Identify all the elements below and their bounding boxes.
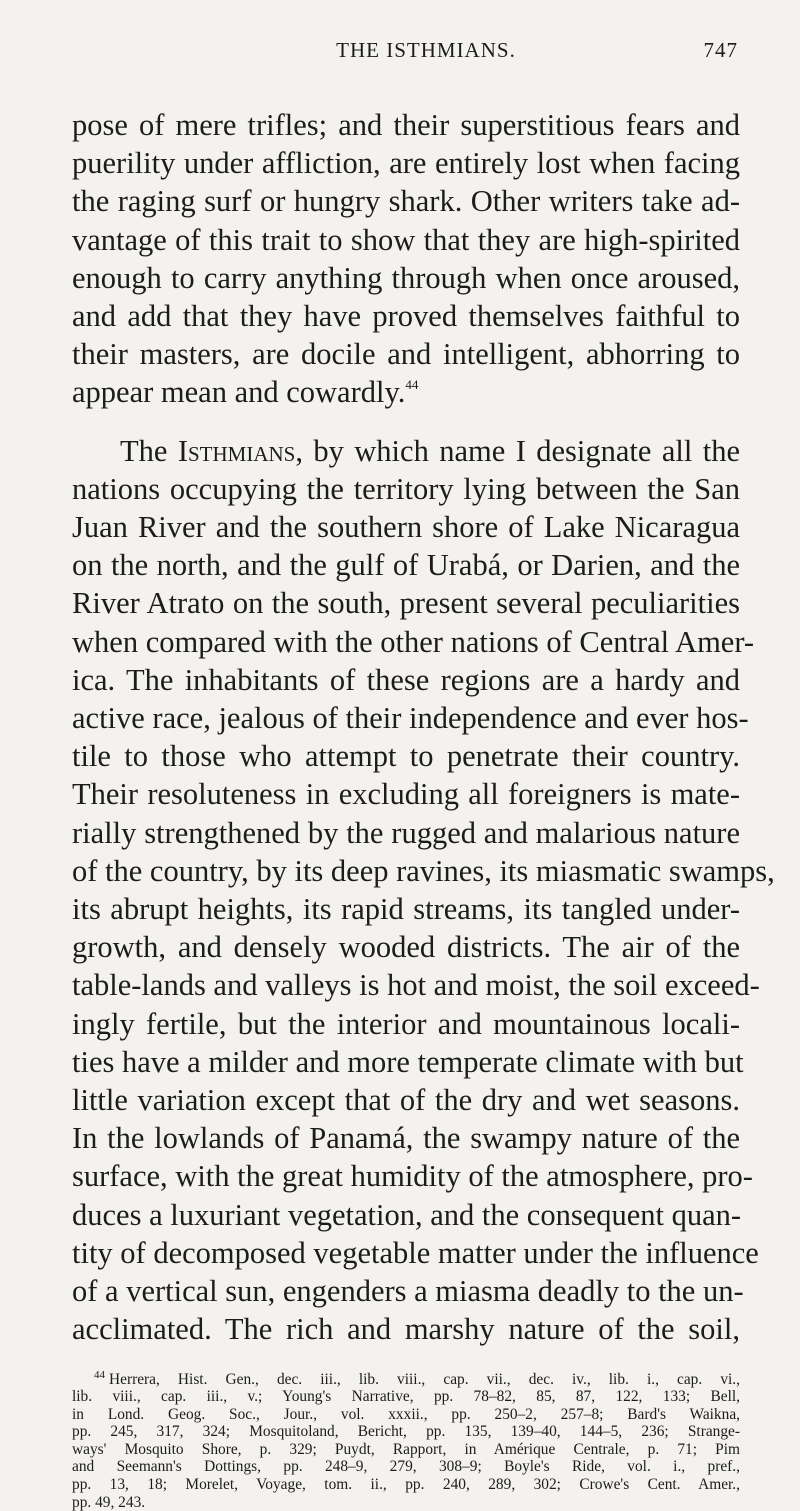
text-line: growth, and densely wooded districts. The air of the [72,928,740,966]
text-line: Their resoluteness in excluding all foreigners is mate- [72,775,740,813]
text-line: their masters, are docile and intelligent, abhorring to [72,335,740,373]
text-line: and add that they have proved themselves faithful to [72,297,740,335]
text-fragment: The [120,434,178,468]
text-line: In the lowlands of Panamá, the swampy nature of the [72,1119,740,1157]
main-text [72,106,740,1349]
text-line: vantage of this trait to show that they are high-spirited [72,221,740,259]
text-line: ingly fertile, but the interior and mountainous locali- [72,1005,740,1043]
text-line: the raging surf or hungry shark. Other writers take ad- [72,182,740,220]
text-line: table-lands and valleys is hot and moist, the soil exceed- [72,966,740,1004]
paragraph-gap [72,412,740,432]
small-caps-term: Isthmians [178,434,296,468]
text-line: surface, with the great humidity of the atmosphere, pro- [72,1157,740,1195]
text-line: active race, jealous of their independence and ever hos- [72,699,740,737]
footnote-line: ways' Mosquito Shore, p. 329; Puydt, Rapport, in Amérique Centrale, p. 71; Pim [72,1441,740,1459]
paragraph-1 [72,106,740,412]
footnote-line: pp. 13, 18; Morelet, Voyage, tom. ii., pp. 240, 289, 302; Crowe's Cent. Amer., [72,1476,740,1494]
text-line: of the country, by its deep ravines, its miasmatic swamps, [72,852,740,890]
text-line [72,373,740,411]
footnote-line: lib. viii., cap. iii., v.; Young's Narrative, pp. 78–82, 85, 87, 122, 133; Bell, [72,1388,740,1406]
text-line: tity of decomposed vegetable matter under the influence [72,1234,740,1272]
footnote-line [72,1367,740,1389]
footnote-line: and Seemann's Dottings, pp. 248–9, 279, 308–9; Boyle's Ride, vol. i., pref., [72,1458,740,1476]
text-fragment: appear mean and cowardly. [72,375,405,409]
footnote-line: in Lond. Geog. Soc., Jour., vol. xxxii., pp. 250–2, 257–8; Bard's Waikna, [72,1406,740,1424]
book-page [72,28,740,1511]
page-number: 747 [704,38,739,63]
footnote-line: pp. 49, 243. [72,1494,740,1511]
text-line: pose of mere trifles; and their superstitious fears and [72,106,740,144]
text-line: its abrupt heights, its rapid streams, its tangled under- [72,890,740,928]
running-header [72,28,740,68]
text-line: ica. The inhabitants of these regions are a hardy and [72,661,740,699]
footnote-mark: 44 [94,1369,105,1381]
footnote-line: pp. 245, 317, 324; Mosquitoland, Bericht, pp. 135, 139–40, 144–5, 236; Strange- [72,1423,740,1441]
footnote-text: Herrera, Hist. Gen., dec. iii., lib. viii., cap. vii., dec. iv., lib. i., cap. vi., [109,1371,740,1388]
text-fragment: , by which name I designate all the [295,434,740,468]
text-line: of a vertical sun, engenders a miasma deadly to the un- [72,1272,740,1310]
text-line: when compared with the other nations of Central Amer- [72,623,740,661]
text-line [72,432,740,470]
text-line: on the north, and the gulf of Urabá, or Darien, and the [72,546,740,584]
text-line: nations occupying the territory lying between the San [72,470,740,508]
text-line: ties have a milder and more temperate climate with but [72,1043,740,1081]
paragraph-2 [72,432,740,1349]
text-line: duces a luxuriant vegetation, and the consequent quan- [72,1196,740,1234]
text-line: Juan River and the southern shore of Lake Nicaragua [72,508,740,546]
text-line: River Atrato on the south, present several peculiarities [72,584,740,622]
text-line: acclimated. The rich and marshy nature of the soil, [72,1310,740,1348]
running-title: THE ISTHMIANS. [72,38,740,63]
text-line: little variation except that of the dry and wet seasons. [72,1081,740,1119]
text-line: puerility under affliction, are entirely lost when facing [72,144,740,182]
text-line: enough to carry anything through when once aroused, [72,259,740,297]
text-line: tile to those who attempt to penetrate their country. [72,737,740,775]
text-line: rially strengthened by the rugged and malarious nature [72,814,740,852]
footnote-reference: 44 [405,377,418,392]
